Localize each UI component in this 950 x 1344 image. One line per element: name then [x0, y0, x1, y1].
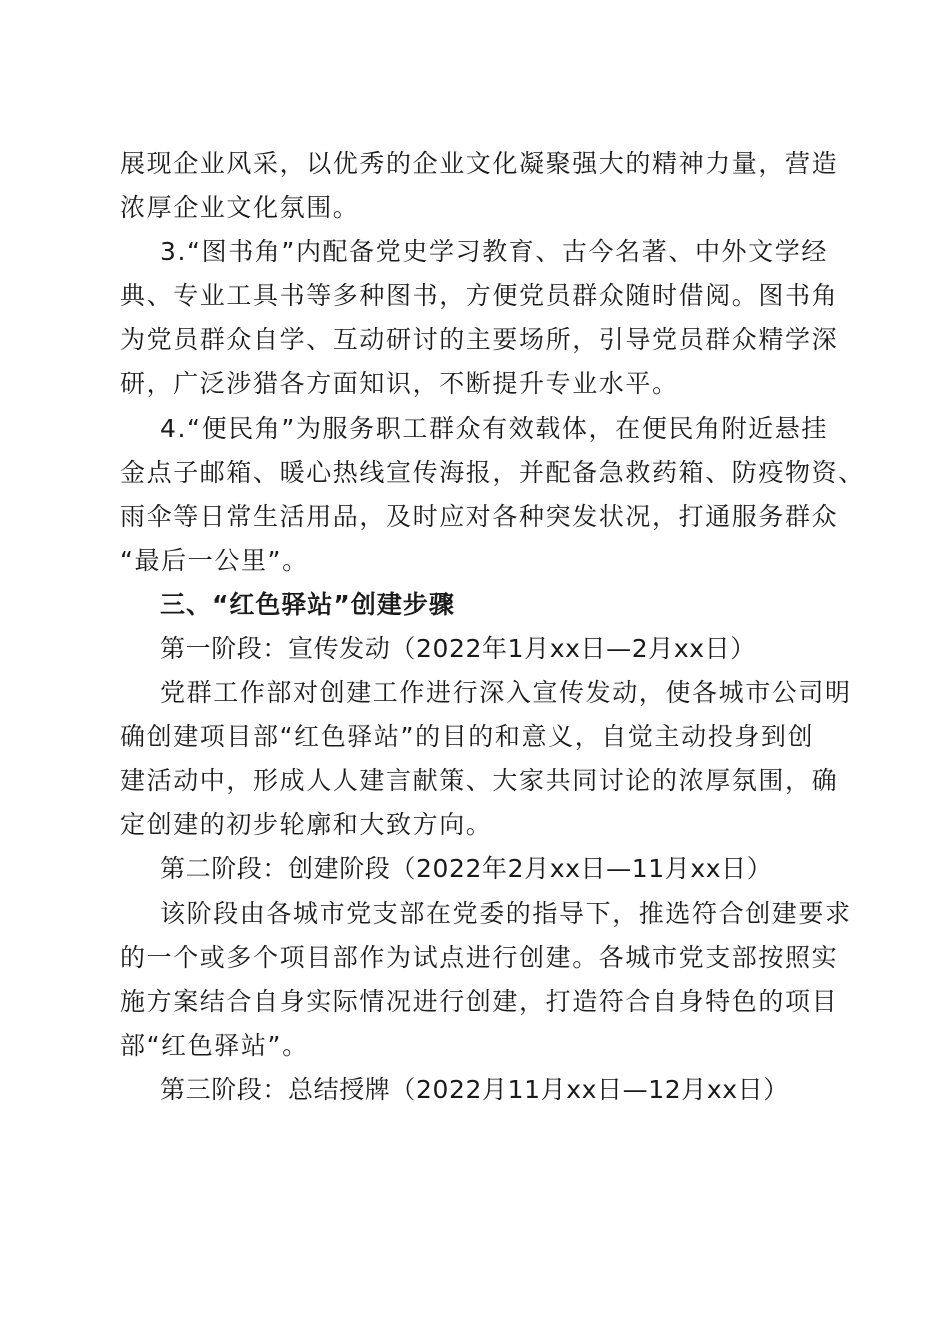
- paragraph-line: 该阶段由各城市党支部在党委的指导下，推选符合创建要求: [160, 899, 852, 928]
- paragraph-line: 党群工作部对创建工作进行深入宣传发动，使各城市公司明: [160, 678, 852, 707]
- paragraph-line: “最后一公里”。: [120, 546, 309, 575]
- paragraph-line: 典、专业工具书等多种图书，方便党员群众随时借阅。图书角: [120, 281, 839, 310]
- paragraph-line: 4.“便民角”为服务职工群众有效载体，在便民角附近悬挂: [160, 414, 828, 443]
- paragraph-line: 施方案结合自身实际情况进行创建，打造符合自身特色的项目: [120, 987, 839, 1016]
- paragraph-line: 展现企业风采，以优秀的企业文化凝聚强大的精神力量，营造: [120, 149, 839, 178]
- stage-heading: 第一阶段：宣传发动（2022年1月xx日—2月xx日）: [160, 634, 756, 663]
- stage-heading: 第二阶段：创建阶段（2022年2月xx日—11月xx日）: [160, 854, 773, 883]
- paragraph-line: 浓厚企业文化氛围。: [120, 193, 360, 222]
- paragraph-line: 3.“图书角”内配备党史学习教育、古今名著、中外文学经: [160, 237, 828, 266]
- paragraph-line: 研，广泛涉猎各方面知识，不断提升专业水平。: [120, 369, 679, 398]
- paragraph-line: 雨伞等日常生活用品，及时应对各种突发状况，打通服务群众: [120, 502, 839, 531]
- paragraph-line: 确创建项目部“红色驿站”的目的和意义，自觉主动投身到创: [120, 722, 815, 751]
- section-heading: 三、“红色驿站”创建步骤: [160, 590, 455, 619]
- paragraph-line: 部“红色驿站”。: [120, 1031, 309, 1060]
- paragraph-line: 建活动中，形成人人建言献策、大家共同讨论的浓厚氛围，确: [120, 766, 839, 795]
- paragraph-line: 的一个或多个项目部作为试点进行创建。各城市党支部按照实: [120, 943, 839, 972]
- paragraph-line: 为党员群众自学、互动研讨的主要场所，引导党员群众精学深: [120, 325, 839, 354]
- paragraph-line: 金点子邮箱、暖心热线宣传海报，并配备急救药箱、防疫物资、: [120, 458, 865, 487]
- stage-heading: 第三阶段：总结授牌（2022月11月xx日—12月xx日）: [160, 1075, 789, 1104]
- paragraph-line: 定创建的初步轮廓和大致方向。: [120, 810, 493, 839]
